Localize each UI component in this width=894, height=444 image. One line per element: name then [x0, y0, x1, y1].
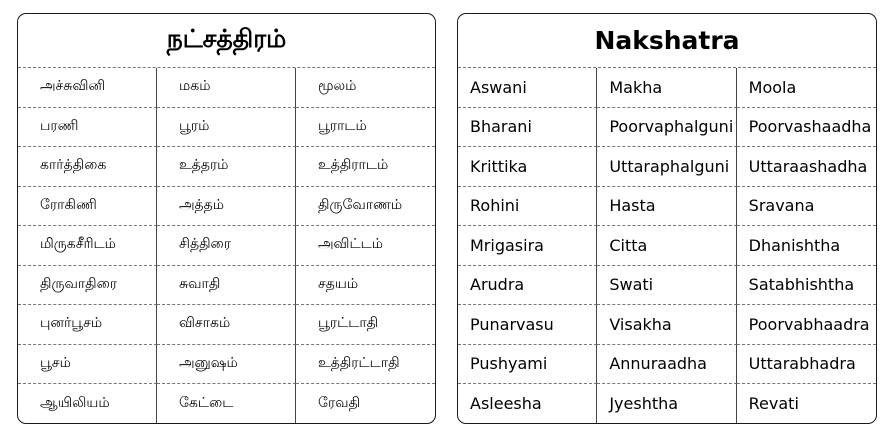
english-nakshatra-table: [457, 13, 877, 424]
tamil-nakshatra-cell: பூராடம்: [296, 108, 435, 148]
tamil-nakshatra-cell: திருவாதிரை: [18, 266, 157, 306]
english-nakshatra-cell: Uttaraphalguni: [597, 147, 736, 187]
english-nakshatra-cell: Hasta: [597, 187, 736, 227]
tamil-nakshatra-cell: உத்திராடம்: [296, 147, 435, 187]
tamil-nakshatra-cell: அவிட்டம்: [296, 226, 435, 266]
tamil-nakshatra-cell: விசாகம்: [157, 305, 296, 345]
english-nakshatra-cell: Visakha: [597, 305, 736, 345]
english-nakshatra-cell: Poorvashaadha: [737, 108, 876, 148]
tamil-nakshatra-cell: மிருகசீரிடம்: [18, 226, 157, 266]
tamil-nakshatra-cell: சுவாதி: [157, 266, 296, 306]
tamil-nakshatra-cell: பூரட்டாதி: [296, 305, 435, 345]
english-nakshatra-cell: Jyeshtha: [597, 384, 736, 424]
tamil-table-title: நட்சத்திரம்: [18, 14, 435, 68]
tamil-nakshatra-cell: ரோகிணி: [18, 187, 157, 227]
english-nakshatra-cell: Krittika: [458, 147, 597, 187]
english-nakshatra-cell: Uttarabhadra: [737, 345, 876, 385]
tamil-nakshatra-grid: [18, 68, 435, 424]
english-nakshatra-cell: Arudra: [458, 266, 597, 306]
tamil-nakshatra-cell: உத்திரட்டாதி: [296, 345, 435, 385]
english-nakshatra-grid: [458, 68, 876, 424]
english-nakshatra-cell: Swati: [597, 266, 736, 306]
english-nakshatra-cell: Poorvaphalguni: [597, 108, 736, 148]
english-nakshatra-cell: Dhanishtha: [737, 226, 876, 266]
english-nakshatra-cell: Pushyami: [458, 345, 597, 385]
tamil-nakshatra-cell: உத்தரம்: [157, 147, 296, 187]
tamil-nakshatra-cell: திருவோணம்: [296, 187, 435, 227]
tamil-nakshatra-cell: ஆயிலியம்: [18, 384, 157, 424]
english-nakshatra-cell: Uttaraashadha: [737, 147, 876, 187]
english-nakshatra-cell: Mrigasira: [458, 226, 597, 266]
tamil-nakshatra-cell: மூலம்: [296, 68, 435, 108]
tamil-nakshatra-cell: சதயம்: [296, 266, 435, 306]
tamil-nakshatra-cell: அத்தம்: [157, 187, 296, 227]
tamil-nakshatra-cell: புனர்பூசம்: [18, 305, 157, 345]
english-nakshatra-cell: Rohini: [458, 187, 597, 227]
english-nakshatra-cell: Satabhishtha: [737, 266, 876, 306]
tamil-nakshatra-cell: கேட்டை: [157, 384, 296, 424]
tamil-nakshatra-cell: ரேவதி: [318, 394, 361, 411]
english-nakshatra-cell: Citta: [597, 226, 736, 266]
english-nakshatra-cell: Punarvasu: [458, 305, 597, 345]
tamil-nakshatra-cell: சித்திரை: [157, 226, 296, 266]
english-nakshatra-cell: Poorvabhaadra: [737, 305, 876, 345]
english-nakshatra-cell: Sravana: [737, 187, 876, 227]
tamil-nakshatra-cell: பரணி: [18, 108, 157, 148]
tamil-nakshatra-cell: அனுஷம்: [157, 345, 296, 385]
english-nakshatra-cell: Asleesha: [458, 384, 597, 424]
english-nakshatra-cell: Moola: [737, 68, 876, 108]
english-nakshatra-cell: Bharani: [458, 108, 597, 148]
tamil-nakshatra-cell: அச்சுவினி: [18, 68, 157, 108]
english-nakshatra-cell: Annuraadha: [597, 345, 736, 385]
tamil-nakshatra-cell: மகம்: [157, 68, 296, 108]
english-nakshatra-cell: Revati: [748, 394, 799, 414]
tamil-nakshatra-cell: கார்த்திகை: [18, 147, 157, 187]
tamil-nakshatra-cell: பூரம்: [157, 108, 296, 148]
english-nakshatra-cell: Makha: [597, 68, 736, 108]
english-table-title: Nakshatra: [458, 14, 876, 68]
tamil-nakshatra-table: [17, 13, 436, 424]
english-nakshatra-cell: Aswani: [458, 68, 597, 108]
tamil-nakshatra-cell: பூசம்: [18, 345, 157, 385]
